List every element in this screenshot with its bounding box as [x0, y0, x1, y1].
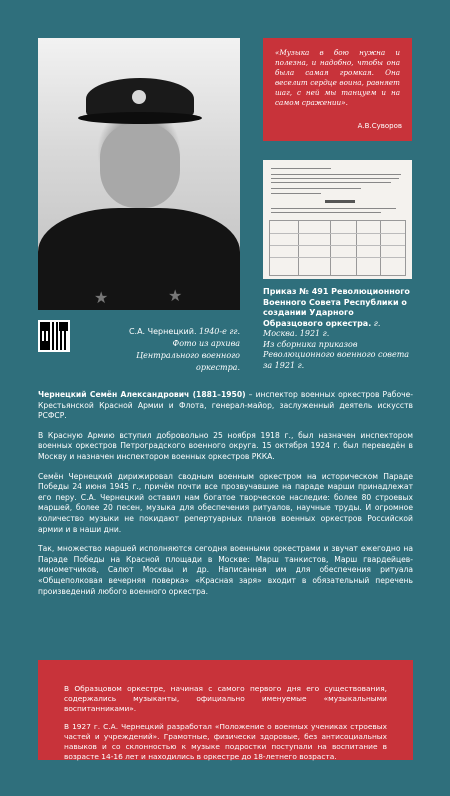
main-text	[38, 390, 413, 606]
photo-name: С.А. Чернецкий.	[128, 327, 197, 336]
photo-source: Фото из архива Центрального военного оркестра.	[136, 339, 240, 372]
cap-badge	[132, 90, 146, 104]
main-paragraph-1: Чернецкий Семён Александрович (1881–1950) – инспектор военных оркестров Рабоче-Крестьянской Красной Армии и Флота, генерал-майор, заслуженный деятель искусств РСФСР.	[38, 390, 413, 421]
bottom-paragraph-1: В Образцовом оркестре, начиная с самого первого дня его существования, содержались музыканты, официально именуемые «музыкальными воспитанниками».	[64, 684, 387, 713]
cap-visor	[78, 112, 202, 124]
document-caption-place: г. Москва. 1921 г.	[263, 318, 381, 338]
star-icon: ★	[168, 286, 183, 305]
qr-code[interactable]	[38, 320, 70, 352]
main-heading-name: Чернецкий Семён Александрович (1881–1950)	[38, 390, 246, 399]
document-image	[263, 160, 412, 279]
bottom-info-box	[38, 660, 413, 760]
document-caption-title: Приказ № 491 Революционного Военного Совета Республики о создании Ударного Образцового оркестра.	[263, 287, 410, 328]
portrait-photo	[38, 38, 240, 310]
document-caption-source: Из сборника приказов Революционного военного совета за 1921 г.	[263, 339, 410, 370]
photo-caption	[110, 326, 240, 374]
main-paragraph-2: В Красную Армию вступил добровольно 25 ноября 1918 г., был назначен инспектором военных оркестров Петроградского военного округа. 15 октября 1924 г. был переведён в Москву и назначен инспектором военных оркестров РККА.	[38, 430, 413, 461]
document-caption	[263, 287, 413, 371]
coat-shape	[38, 208, 240, 310]
star-icon: ★	[94, 288, 109, 307]
photo-year: 1940-е гг.	[199, 327, 240, 336]
main-paragraph-4: Так, множество маршей исполняются сегодня военными оркестрами и звучат ежегодно на Параде Победы на Красной площади в Москве: Марш танкистов, Марш гвардейцев-минометчиков, Салют Москвы и др. Написанная им для обеспечения ритуала «Общеполковая вечерняя поверка» «Красная заря» входит в обязательный перечень произведений любого военного оркестра.	[38, 544, 413, 596]
quote-author: А.В.Суворов	[357, 122, 402, 130]
bottom-paragraph-2: В 1927 г. С.А. Чернецкий разработал «Положение о военных учениках строевых частей и учреждений». Грамотные, физически здоровые, без антисоциальных навыков и со склонностью к музыке подростки поступали на воспитание в возрасте 14-16 лет и находились в оркестре до 18-летнего возраста.	[64, 722, 387, 761]
face-shape	[100, 124, 180, 208]
main-paragraph-3: Семён Чернецкий дирижировал сводным военным оркестром на историческом Параде Победы 24 июня 1945 г., причём почти все прозвучавшие на параде марши принадлежат его перу. С.А. Чернецкий оставил нам богатое творческое наследие: более 80 строевых маршей, более 20 песен, музыка для обеспечения ритуалов, научные труды. И огромное количество музыки не покидают репертуарных планов военных оркестров Российской армии и в наши дни.	[38, 471, 413, 534]
quote-box	[263, 38, 412, 141]
quote-text: «Музыка в бою нужна и полезна, и надобно, чтобы она была самая громкая. Она веселит сердце воина, равняет шаг, с ней мы танцуем и на самом сражении».	[275, 48, 400, 107]
